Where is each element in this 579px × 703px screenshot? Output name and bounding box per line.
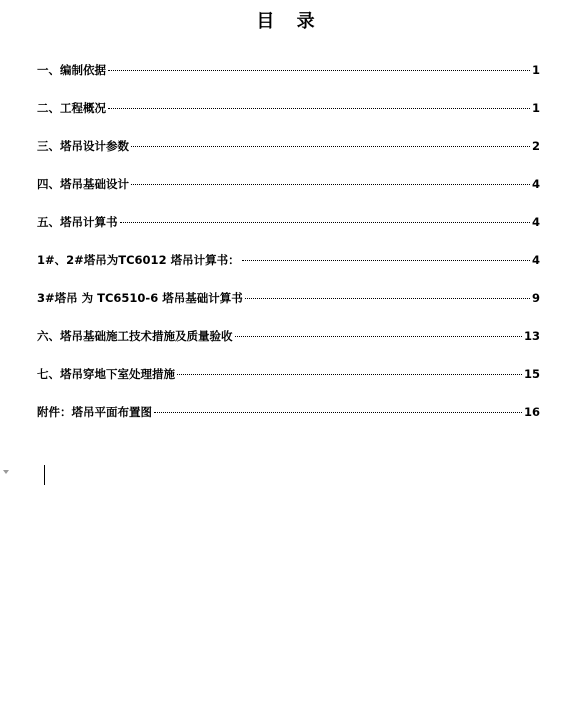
toc-entry-page-number: 16	[523, 405, 540, 419]
toc-entry-label: 1#、2#塔吊为TC6012 塔吊计算书：	[37, 253, 240, 267]
toc-dot-leader	[108, 70, 530, 71]
toc-dot-leader	[154, 412, 522, 413]
toc-dot-leader	[242, 260, 530, 261]
toc-entry-page-number: 9	[531, 291, 540, 305]
toc-list	[37, 62, 540, 442]
toc-dot-leader	[131, 146, 530, 147]
toc-entry-crane-foundation-design[interactable]	[37, 176, 540, 214]
toc-entry-label: 一、编制依据	[37, 63, 106, 77]
toc-entry-basement-penetration-measures[interactable]	[37, 366, 540, 404]
toc-dot-leader	[108, 108, 530, 109]
toc-title: 目 录	[256, 11, 323, 32]
toc-entry-page-number: 13	[523, 329, 540, 343]
toc-entry-label: 二、工程概况	[37, 101, 106, 115]
paragraph-marker-icon	[3, 470, 9, 474]
toc-entry-label: 七、塔吊穿地下室处理措施	[37, 367, 175, 381]
toc-entry-page-number: 1	[531, 101, 540, 115]
toc-entry-foundation-construction-measures[interactable]	[37, 328, 540, 366]
toc-entry-label: 五、塔吊计算书	[37, 215, 118, 229]
toc-entry-label: 六、塔吊基础施工技术措施及质量验收	[37, 329, 233, 343]
text-cursor	[44, 465, 45, 485]
toc-dot-leader	[235, 336, 522, 337]
toc-entry-crane-design-parameters[interactable]	[37, 138, 540, 176]
toc-entry-label: 3#塔吊 为 TC6510-6 塔吊基础计算书	[37, 291, 243, 305]
toc-dot-leader	[120, 222, 530, 223]
toc-entry-label: 四、塔吊基础设计	[37, 177, 129, 191]
toc-entry-page-number: 2	[531, 139, 540, 153]
toc-entry-compilation-basis[interactable]	[37, 62, 540, 100]
toc-entry-label: 三、塔吊设计参数	[37, 139, 129, 153]
toc-dot-leader	[245, 298, 530, 299]
toc-entry-crane-1-2-calculation[interactable]	[37, 252, 540, 290]
toc-entry-appendix-layout-plan[interactable]	[37, 404, 540, 442]
toc-entry-project-overview[interactable]	[37, 100, 540, 138]
toc-entry-page-number: 4	[531, 177, 540, 191]
toc-dot-leader	[177, 374, 522, 375]
toc-entry-page-number: 1	[531, 63, 540, 77]
toc-entry-crane-3-foundation-calculation[interactable]	[37, 290, 540, 328]
toc-entry-page-number: 4	[531, 253, 540, 267]
toc-entry-crane-calculation[interactable]	[37, 214, 540, 252]
toc-entry-label: 附件：塔吊平面布置图	[37, 405, 152, 419]
toc-entry-page-number: 4	[531, 215, 540, 229]
toc-entry-page-number: 15	[523, 367, 540, 381]
toc-dot-leader	[131, 184, 530, 185]
